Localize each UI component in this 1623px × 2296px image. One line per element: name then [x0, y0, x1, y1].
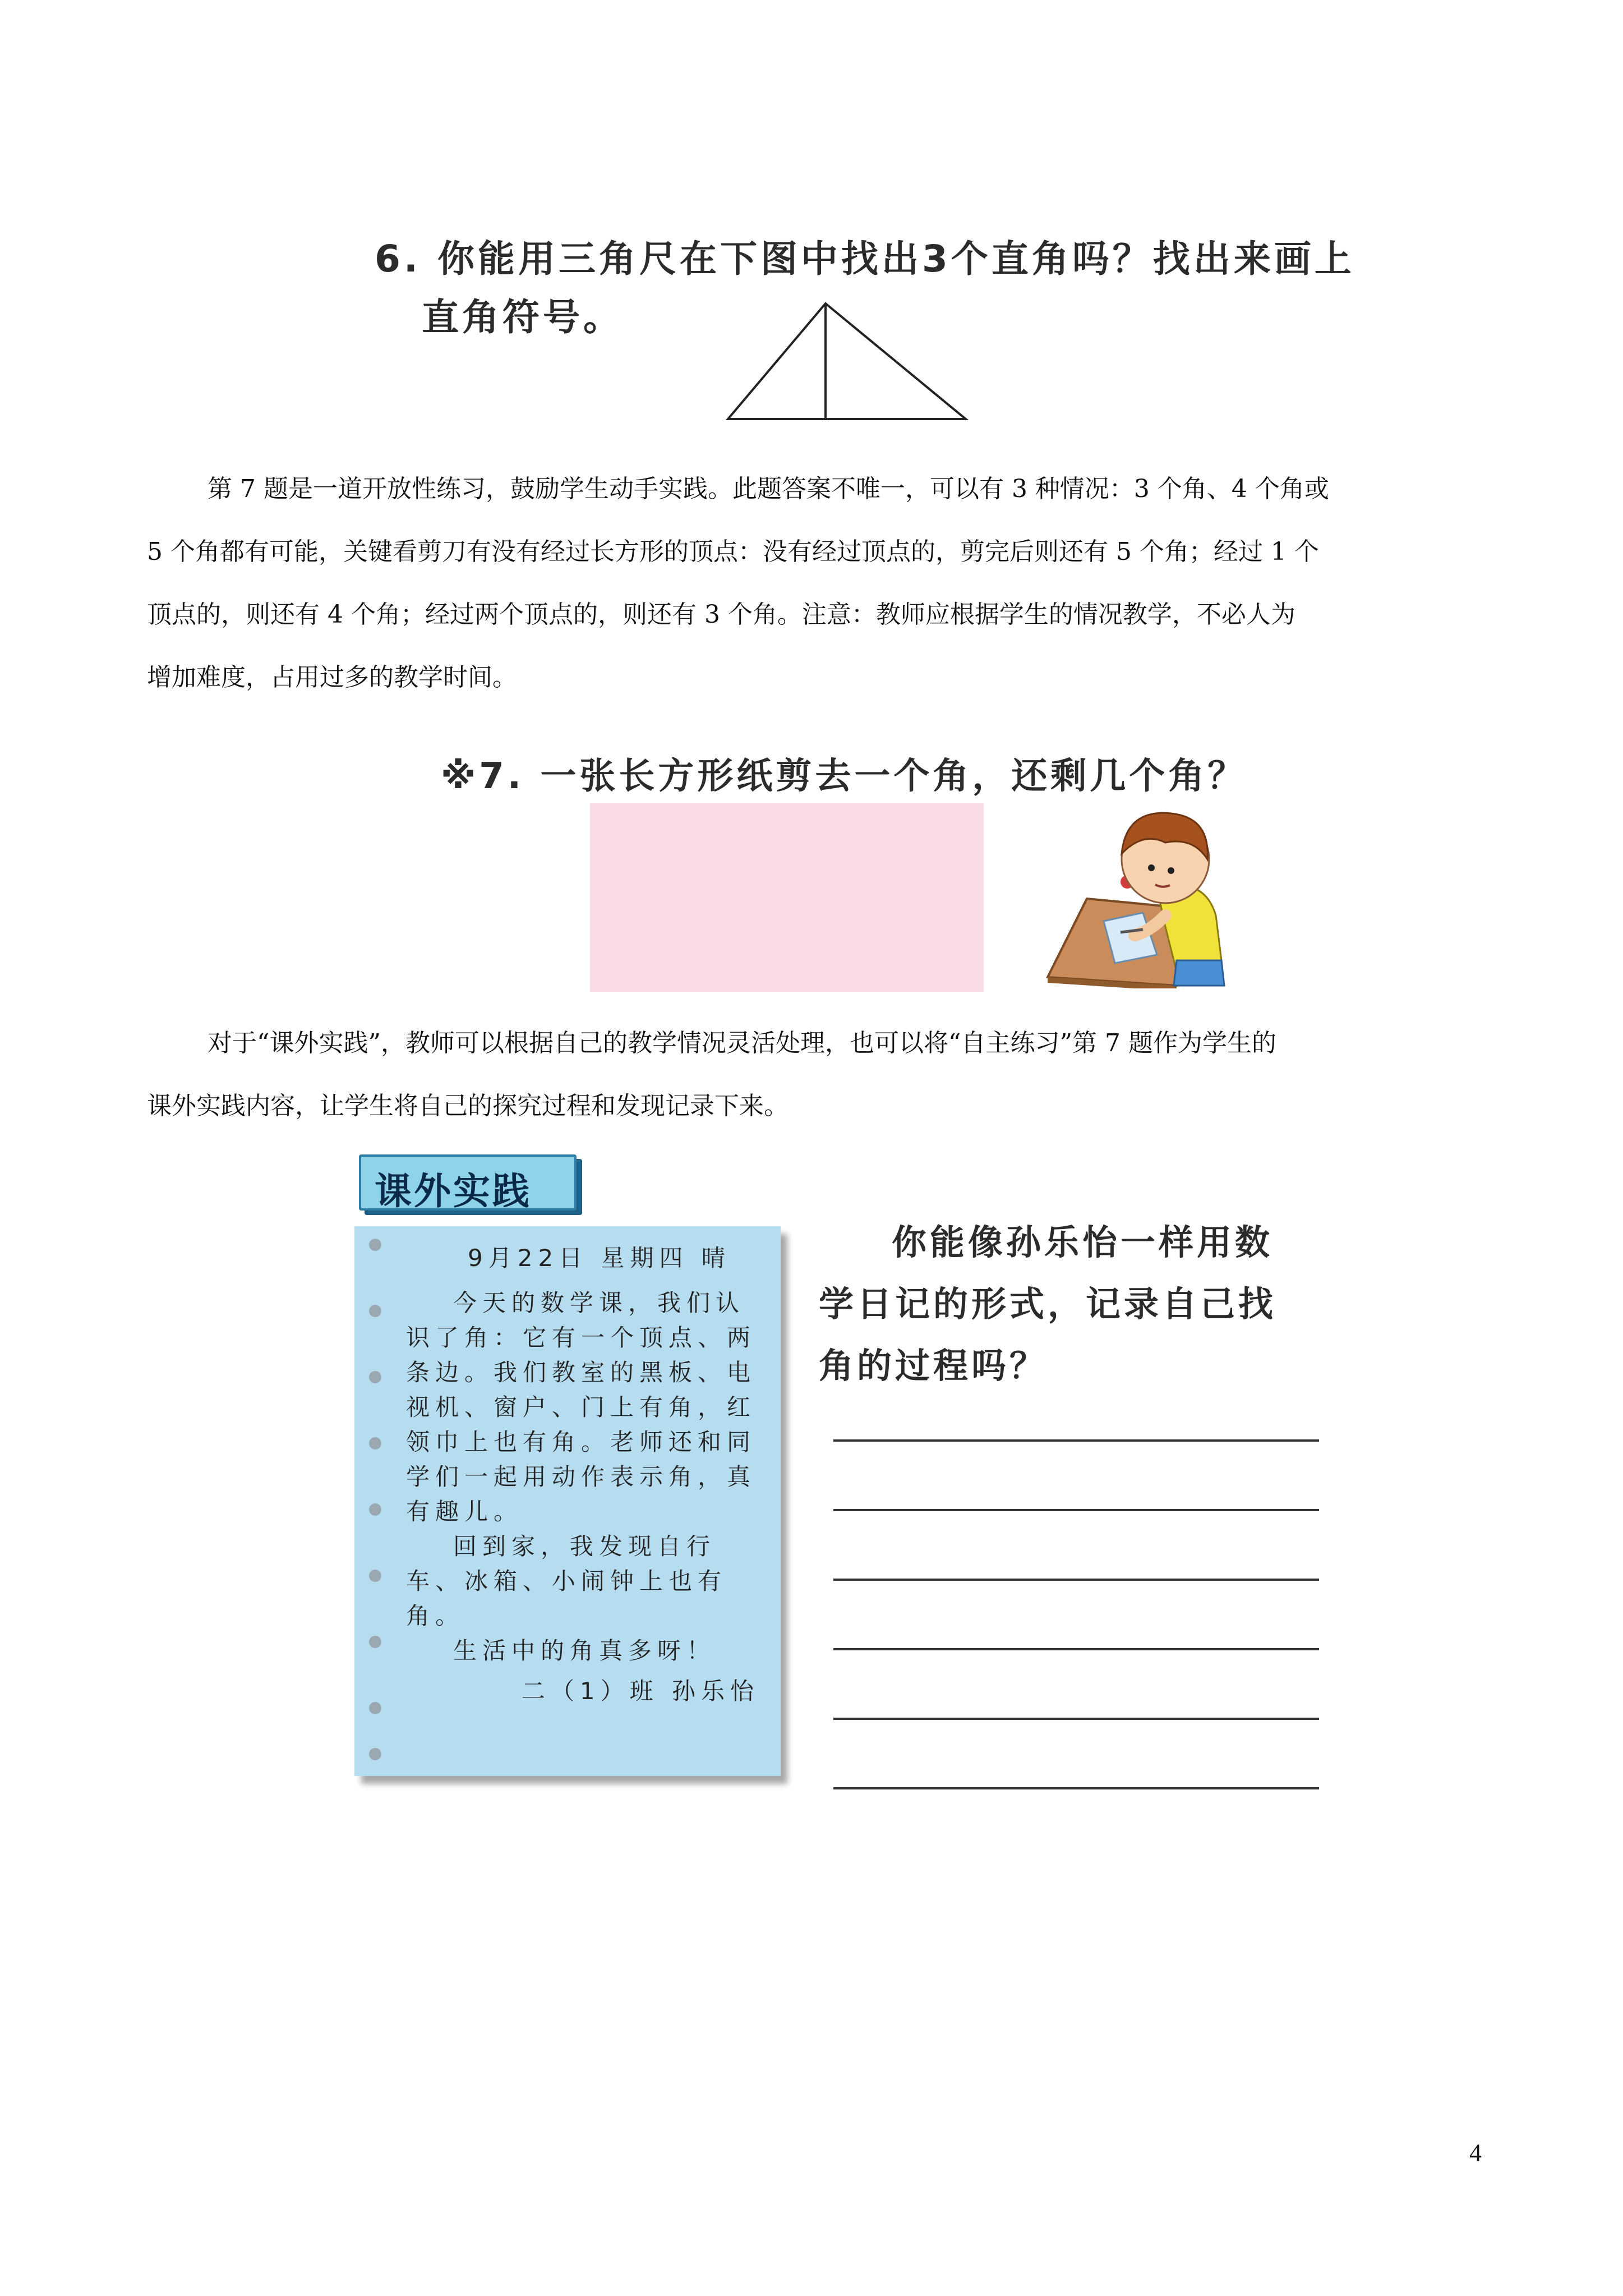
answer-line[interactable]: [833, 1439, 1319, 1442]
practice-question-line: 你能像孙乐怡一样用数: [892, 1222, 1274, 1263]
binder-hole: [369, 1305, 381, 1317]
binder-hole: [369, 1437, 381, 1450]
practice-question-line: 学日记的形式，记录自己找: [819, 1283, 1277, 1324]
diary-paragraph: 生活中的角真多呀！: [453, 1637, 716, 1664]
diary-date: 9月22日 星期四 晴: [468, 1244, 731, 1272]
binder-hole: [369, 1570, 381, 1582]
page-number: 4: [1469, 2139, 1482, 2166]
binder-hole: [369, 1371, 381, 1383]
binder-hole: [369, 1503, 381, 1516]
teaching-note-problem-7: [147, 458, 1487, 709]
problem-7-question: ※7. 一张长方形纸剪去一个角，还剩几个角？: [441, 756, 1247, 797]
practice-banner: [359, 1154, 583, 1213]
para2-line: 对于“课外实践”，教师可以根据自己的教学情况灵活处理，也可以将“自主练习”第 7 题作为学生的: [208, 1029, 1276, 1057]
para1-line: 增加难度，占用过多的教学时间。: [147, 663, 517, 692]
practice-question-line: 角的过程吗？: [819, 1345, 1048, 1386]
answer-line[interactable]: [833, 1648, 1319, 1650]
rectangle-paper: [590, 803, 984, 992]
math-diary-card: [354, 1226, 784, 1782]
para1-line: 5 个角都有可能，关键看剪刀有没有经过长方形的顶点：没有经过顶点的，剪完后则还有 5 个角；经过 1 个: [147, 537, 1319, 566]
binder-hole: [369, 1636, 381, 1648]
diary-signature: 二（1）班 孙乐怡: [521, 1677, 759, 1705]
teaching-note-practice: [147, 1012, 1487, 1138]
practice-question: [819, 1212, 1324, 1397]
answer-line[interactable]: [833, 1718, 1319, 1720]
binder-hole: [369, 1748, 381, 1760]
problem-6-question-cont: 直角符号。: [422, 296, 624, 339]
para1-line: 顶点的，则还有 4 个角；经过两个顶点的，则还有 3 个角。注意：教师应根据学生的情况教学，不必人为: [147, 600, 1295, 629]
boy-cutting-illustration: [1036, 792, 1249, 988]
problem-6-question: 6. 你能用三角尺在下图中找出3个直角吗？找出来画上: [375, 237, 1355, 280]
para2-line: 课外实践内容，让学生将自己的探究过程和发现记录下来。: [147, 1092, 789, 1120]
answer-line[interactable]: [833, 1509, 1319, 1511]
triangle-figure: [723, 300, 970, 424]
binder-hole: [369, 1702, 381, 1714]
para1-line: 第 7 题是一道开放性练习，鼓励学生动手实践。此题答案不唯一，可以有 3 种情况：3 个角、4 个角或: [208, 475, 1329, 503]
answer-line[interactable]: [833, 1579, 1319, 1581]
banner-title: 课外实践: [375, 1170, 532, 1213]
diary-text: [406, 1241, 765, 1709]
diary-paper: [354, 1226, 781, 1776]
answer-line[interactable]: [833, 1787, 1319, 1789]
binder-hole: [369, 1239, 381, 1251]
diary-paragraph: 回到家，我发现自行车、冰箱、小闹钟上也有角。: [406, 1533, 727, 1630]
diary-paragraph: 今天的数学课，我们认识了角：它有一个顶点、两条边。我们教室的黑板、电视机、窗户、门上有角，红领巾上也有角。老师还和同学们一起用动作表示角，真有趣儿。: [406, 1289, 757, 1525]
